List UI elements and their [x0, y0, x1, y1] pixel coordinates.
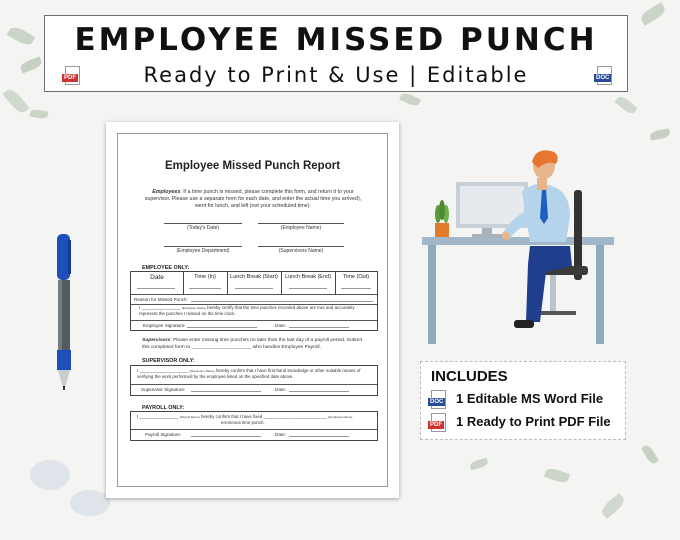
- employee-date-label: Date:: [275, 323, 286, 328]
- payroll-only-heading: PAYROLL ONLY:: [142, 405, 185, 411]
- supervisor-date-label: Date:: [275, 387, 286, 392]
- includes-item-word: 1 Editable MS Word File: [456, 391, 604, 406]
- reason-label: Reason for Missed Punch:: [134, 297, 188, 302]
- doc-file-icon: DOC: [431, 390, 446, 409]
- payroll-date-label: Date:: [275, 432, 286, 437]
- supervisor-note: Supervisors: Please enter missing time punches no later than the last day of a payroll period. Submit this completed form to ______________________ who handles Employee Payroll.: [142, 338, 362, 350]
- payroll-only-box: [130, 411, 378, 441]
- employee-certify-text: I ________________ (Employee Name) hereby certify that the time punches recorded above are true and accurately represent the punches I missed on the time clock.: [139, 305, 355, 316]
- col-lunch-end: Lunch Break (End): [285, 274, 331, 280]
- col-lunch-start: Lunch Break (Start): [230, 274, 278, 280]
- includes-item-pdf: 1 Ready to Print PDF File: [456, 414, 611, 429]
- office-worker-illustration: [420, 148, 620, 348]
- col-date: Date: [150, 274, 164, 281]
- supervisor-only-heading: SUPERVISOR ONLY:: [142, 358, 195, 364]
- title-banner: [44, 15, 628, 92]
- form-title: Employee Missed Punch Report: [164, 160, 341, 172]
- banner-subtitle: Ready to Print & Use | Editable: [143, 63, 529, 87]
- col-time-in: Time (In): [194, 274, 216, 280]
- employee-signature-label: Employee Signature:: [143, 323, 186, 328]
- pdf-file-icon: PDF: [431, 413, 446, 432]
- payroll-confirm-text: I ________________ (Payroll Name) hereby confirm that I have fixed __________________________ (Employee Name) erroneous time punch.: [137, 414, 353, 425]
- todays-date-label: (Today's Date): [186, 225, 220, 231]
- col-time-out: Time (Out): [342, 274, 370, 280]
- doc-file-icon: DOC: [597, 66, 612, 85]
- banner-title: EMPLOYEE MISSED PUNCH: [74, 22, 598, 58]
- pdf-file-icon: PDF: [65, 66, 80, 85]
- supervisor-only-box: [130, 365, 378, 396]
- employee-only-heading: EMPLOYEE ONLY:: [142, 265, 190, 271]
- payroll-signature-label: Payroll Signature:: [145, 432, 182, 437]
- supervisor-confirm-text: I ____________________ (Supervisor Name) hereby confirm that I have first-hand knowledge or other suitable means of verifying the work performed by the employee listed on the specified date above.: [137, 368, 361, 379]
- includes-box: [420, 361, 626, 440]
- employee-name-label: (Employee Name): [280, 225, 322, 231]
- employee-department-label: (Employee Department): [176, 248, 230, 254]
- supervisors-name-label: (Supervisors Name): [278, 248, 324, 254]
- supervisor-signature-label: Supervisor Signature:: [141, 387, 186, 392]
- employee-only-box: [130, 271, 378, 331]
- form-preview-page: [106, 122, 399, 498]
- pen-icon: [52, 232, 76, 392]
- includes-title: INCLUDES: [431, 368, 508, 385]
- form-intro: Employees: If a time punch is missed, please complete this form, and return it to your supervisor. Please use a separate form for each date, and enter the actual time you arrived), went for lunch, and left (not your scheduled time).: [144, 189, 362, 209]
